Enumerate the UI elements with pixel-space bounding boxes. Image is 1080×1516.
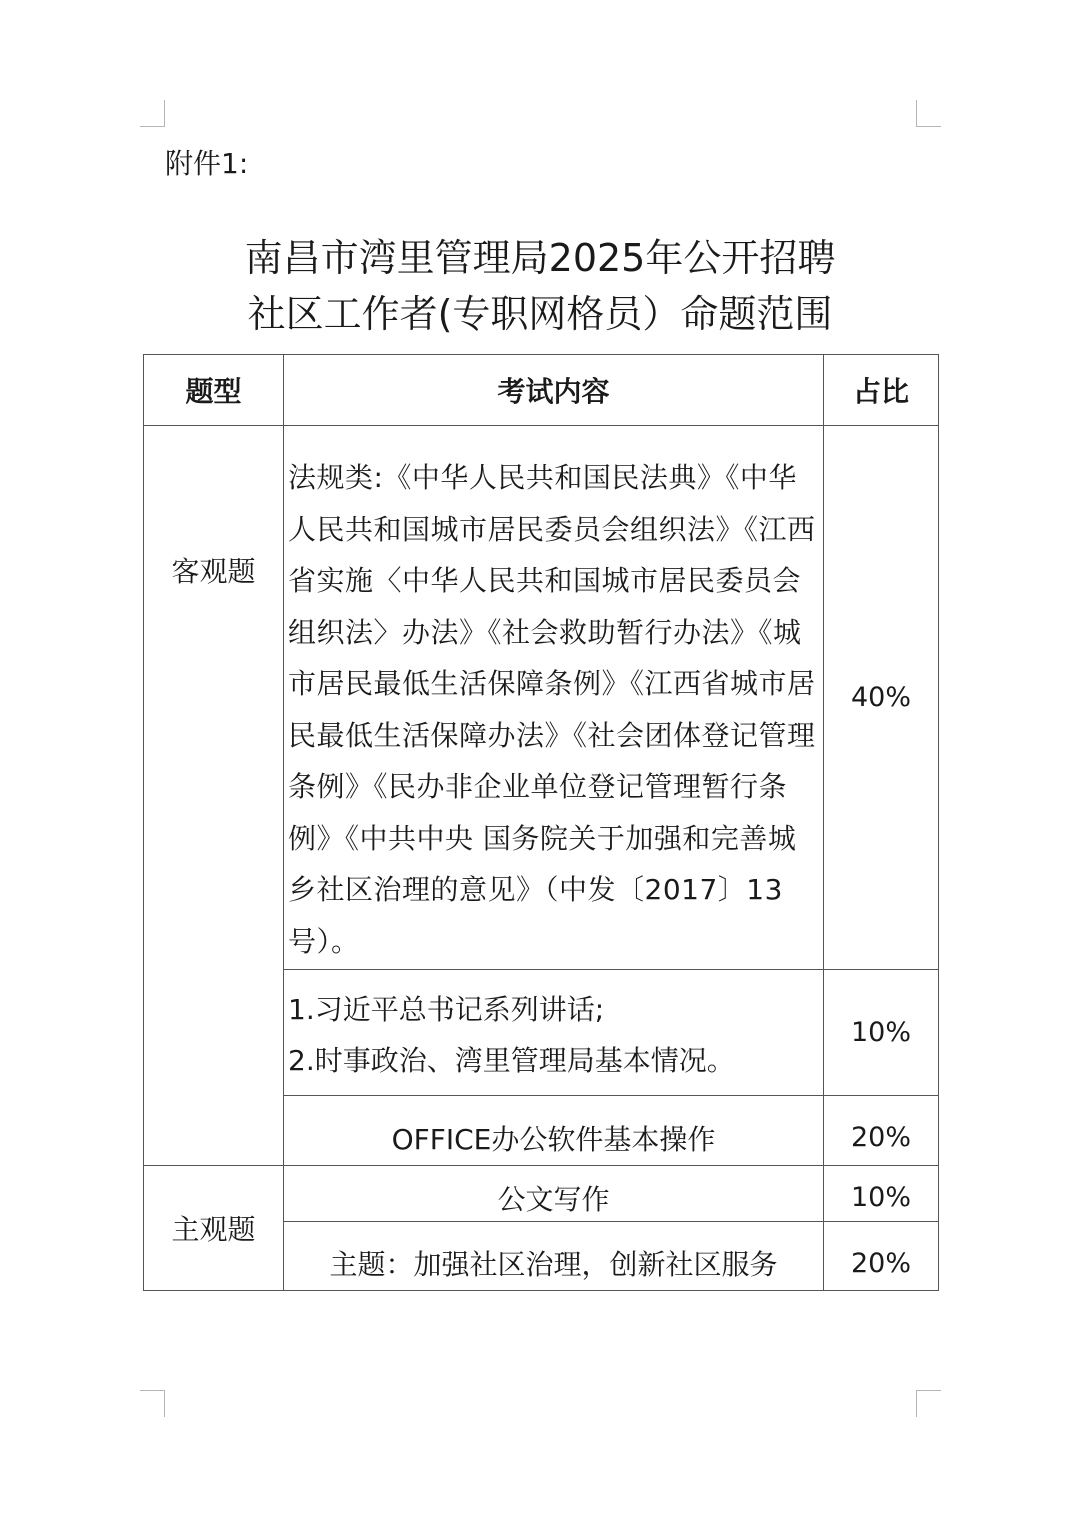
table-row-laws: [144, 426, 939, 970]
table-row-writing: [144, 1166, 939, 1222]
ratio-office: 20%: [824, 1096, 939, 1166]
crop-mark-top-right: [916, 100, 941, 127]
content-laws: 法规类:《中华人民共和国民法典》《中华人民共和国城市居民委员会组织法》《江西省实施〈中华人民共和国城市居民委员会组织法〉办法》《社会救助暂行办法》《城市居民最低生活保障条例》《江西省城市居民最低生活保障办法》《社会团体登记管理条例》《民办非企业单位登记管理暂行条例》《中共中央 国务院关于加强和完善城乡社区治理的意见》（中发〔2017〕13号）。: [284, 426, 824, 970]
type-subjective: 主观题: [144, 1166, 284, 1291]
ratio-politics: 10%: [824, 970, 939, 1096]
exam-scope-table: [143, 354, 939, 1291]
ratio-writing: 10%: [824, 1166, 939, 1222]
content-writing: 公文写作: [284, 1166, 824, 1222]
content-politics-line-1: 1.习近平总书记系列讲话;: [288, 992, 605, 1026]
crop-mark-top-left: [140, 100, 165, 127]
content-politics-line-2: 2.时事政治、湾里管理局基本情况。: [288, 1043, 735, 1077]
document-title-line-2: 社区工作者(专职网格员）命题范围: [247, 292, 833, 336]
content-politics: [284, 970, 824, 1096]
content-office: OFFICE办公软件基本操作: [284, 1096, 824, 1166]
document-title-line-1: 南昌市湾里管理局2025年公开招聘: [244, 236, 836, 280]
crop-mark-bottom-left: [140, 1390, 165, 1417]
header-content: 考试内容: [284, 355, 824, 426]
attachment-label: 附件1:: [165, 147, 249, 180]
header-ratio: 占比: [824, 355, 939, 426]
content-theme: 主题：加强社区治理，创新社区服务: [284, 1222, 824, 1291]
table-header-row: [144, 355, 939, 426]
ratio-theme: 20%: [824, 1222, 939, 1291]
header-type: 题型: [144, 355, 284, 426]
crop-mark-bottom-right: [916, 1390, 941, 1417]
ratio-laws: 40%: [824, 426, 939, 970]
type-objective: 客观题: [144, 426, 284, 1166]
